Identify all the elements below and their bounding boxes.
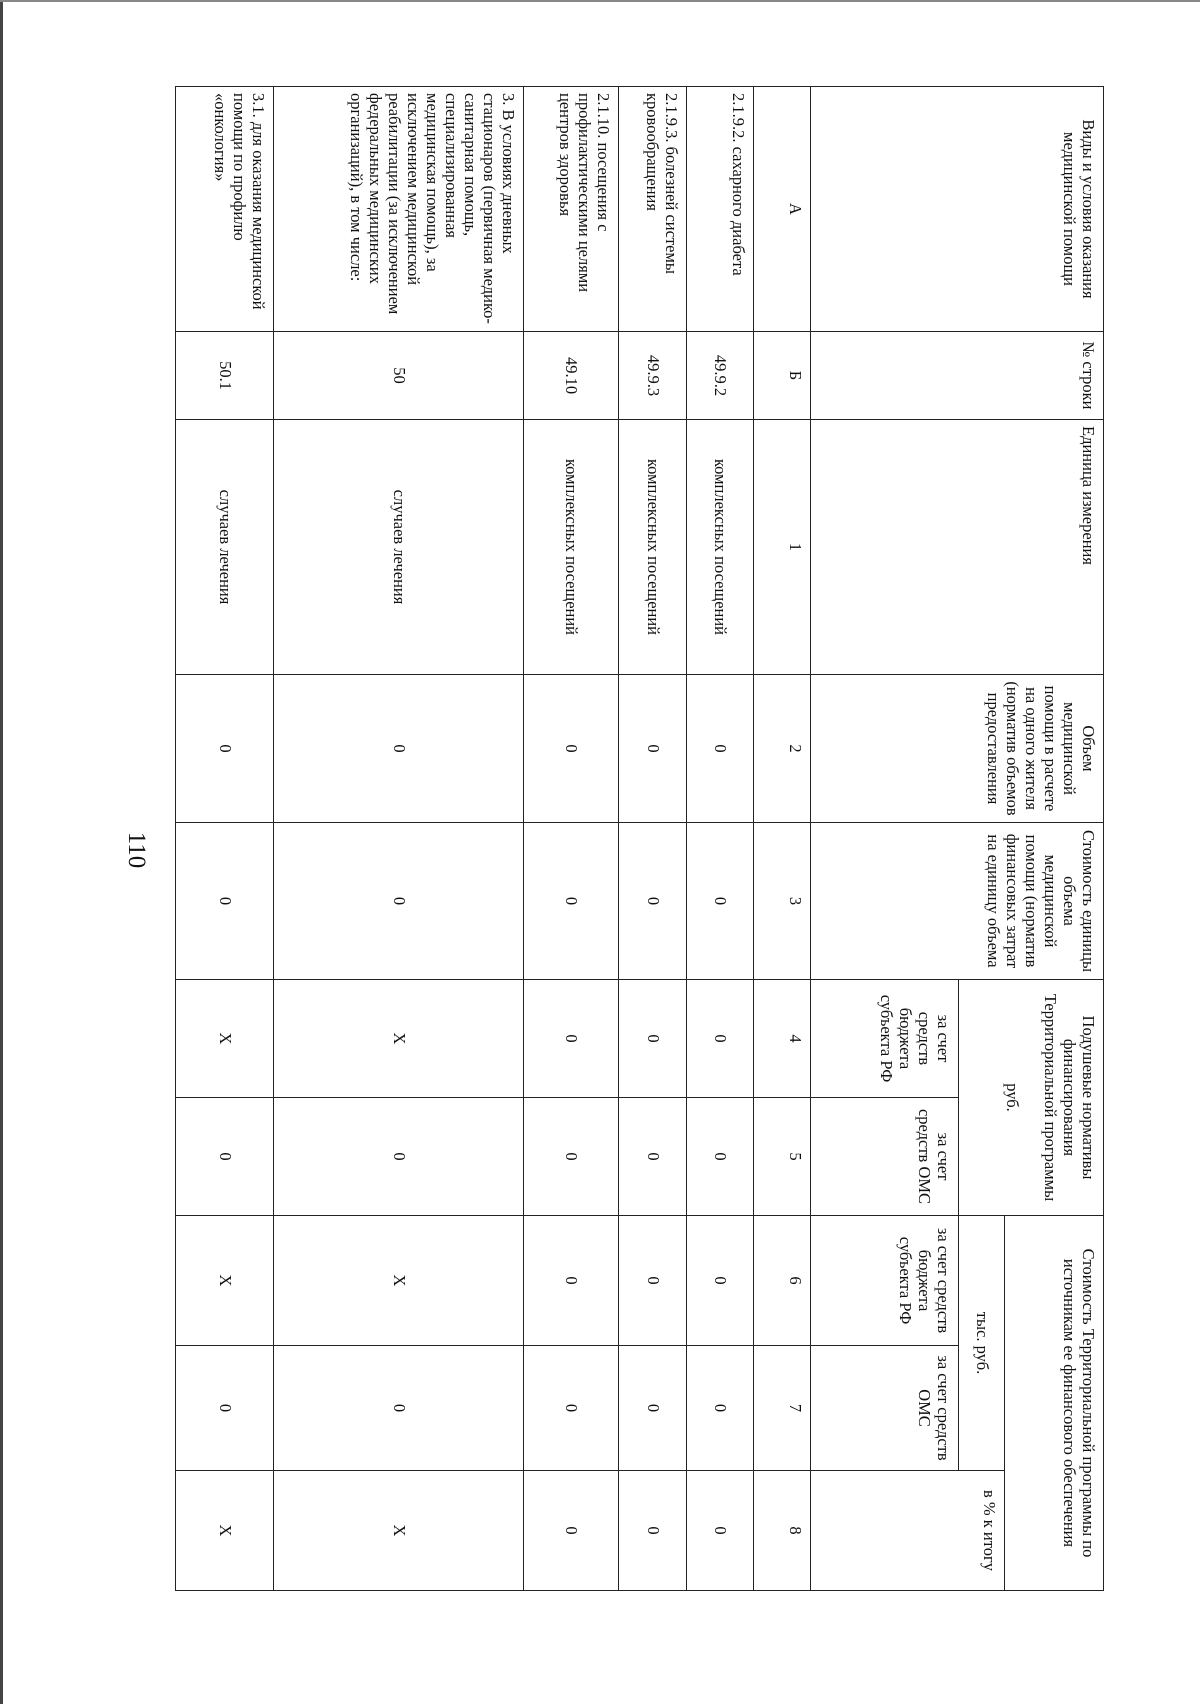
table-row xyxy=(176,87,274,1591)
row-value: 0 xyxy=(523,1216,618,1346)
scan-edge xyxy=(0,0,3,1704)
row-line: 50.1 xyxy=(176,332,274,420)
header-col-4: за счет средств бюджета субъекта РФ xyxy=(810,980,958,1098)
row-name: 2.1.9.2. сахарного диабета xyxy=(686,87,753,332)
row-name: 2.1.10. посещения с профилактическими целями центров здоровья xyxy=(523,87,618,332)
row-name: 2.1.9.3. болезней системы кровообращения xyxy=(619,87,686,332)
row-value: Х xyxy=(273,1471,523,1591)
row-value: 0 xyxy=(273,823,523,980)
table-row xyxy=(273,87,523,1591)
row-unit: комплексных посещений xyxy=(686,420,753,675)
header-col-b: № строки xyxy=(810,332,1103,420)
header-row-1 xyxy=(1005,87,1104,1591)
header-col-7: за счет средств ОМС xyxy=(810,1346,958,1471)
row-value: 0 xyxy=(273,1098,523,1216)
row-value: Х xyxy=(176,980,274,1098)
header-unit-thousand-rub: тыс. руб. xyxy=(958,1216,1005,1471)
table-row xyxy=(619,87,686,1591)
financing-table xyxy=(175,86,1104,1591)
table-row xyxy=(686,87,753,1591)
row-value: Х xyxy=(273,980,523,1098)
row-value: 0 xyxy=(523,675,618,823)
row-unit: комплексных посещений xyxy=(523,420,618,675)
index-cell: Б xyxy=(753,332,810,420)
row-unit: случаев лечения xyxy=(176,420,274,675)
row-name: 3. В условиях дневных стационаров (первичная медико-санитарная помощь, специализированная медицинская помощь), за исключением медицинской реабилитации (за исключением федеральных медицинских организаций), в том числе: xyxy=(273,87,523,332)
row-value: 0 xyxy=(176,675,274,823)
index-cell: 5 xyxy=(753,1098,810,1216)
header-unit-rub: руб. xyxy=(1003,1083,1023,1112)
row-line: 49.9.2 xyxy=(686,332,753,420)
index-cell: 7 xyxy=(753,1346,810,1471)
header-group-normatives: Подушевые нормативы финансирования Территориальной программы руб. xyxy=(958,980,1103,1216)
index-cell: 8 xyxy=(753,1471,810,1591)
row-value: Х xyxy=(176,1216,274,1346)
row-value: 0 xyxy=(523,1098,618,1216)
index-cell: А xyxy=(753,87,810,332)
row-line: 49.10 xyxy=(523,332,618,420)
row-name: 3.1. для оказания медицинской помощи по профилю «онкология» xyxy=(176,87,274,332)
row-value: 0 xyxy=(686,1216,753,1346)
index-cell: 4 xyxy=(753,980,810,1098)
header-col-6: за счет средств бюджета субъекта РФ xyxy=(810,1216,958,1346)
row-unit: случаев лечения xyxy=(273,420,523,675)
row-value: 0 xyxy=(176,1098,274,1216)
row-unit: комплексных посещений xyxy=(619,420,686,675)
row-value: 0 xyxy=(273,675,523,823)
header-col-2: Объем медицинской помощи в расчете на одного жителя (норматив объемов предоставления xyxy=(810,675,1103,823)
index-cell: 2 xyxy=(753,675,810,823)
row-value: 0 xyxy=(523,980,618,1098)
row-value: 0 xyxy=(619,1346,686,1471)
header-pct-total: в % к итогу xyxy=(810,1471,1004,1591)
index-cell: 1 xyxy=(753,420,810,675)
row-value: 0 xyxy=(686,980,753,1098)
row-value: 0 xyxy=(523,1471,618,1591)
row-value: 0 xyxy=(686,675,753,823)
row-value: 0 xyxy=(619,1471,686,1591)
row-value: 0 xyxy=(686,1346,753,1471)
row-value: 0 xyxy=(619,1098,686,1216)
row-value: Х xyxy=(273,1216,523,1346)
header-col-a: Виды и условия оказания медицинской помощи xyxy=(810,87,1103,332)
row-value: 0 xyxy=(686,823,753,980)
row-value: 0 xyxy=(176,1346,274,1471)
row-value: 0 xyxy=(273,1346,523,1471)
row-value: 0 xyxy=(619,1216,686,1346)
header-col-5: за счет средств ОМС xyxy=(810,1098,958,1216)
row-value: 0 xyxy=(619,823,686,980)
row-value: 0 xyxy=(686,1098,753,1216)
index-cell: 3 xyxy=(753,823,810,980)
row-value: 0 xyxy=(619,675,686,823)
row-value: Х xyxy=(176,1471,274,1591)
header-group-cost: Стоимость Территориальной программы по источникам ее финансового обеспечения xyxy=(1005,1216,1104,1591)
scan-edge-top xyxy=(0,0,1200,2)
header-col-1: Единица измерения xyxy=(810,420,1103,675)
index-cell: 6 xyxy=(753,1216,810,1346)
row-line: 50 xyxy=(273,332,523,420)
row-line: 49.9.3 xyxy=(619,332,686,420)
row-value: 0 xyxy=(523,823,618,980)
rotated-table-container xyxy=(175,86,1104,1590)
page-number: 110 xyxy=(123,831,150,869)
index-row xyxy=(753,87,810,1591)
row-value: 0 xyxy=(176,823,274,980)
header-col-3: Стоимость единицы объема медицинской помощи (норматив финансовых затрат на единицу объема xyxy=(810,823,1103,980)
row-value: 0 xyxy=(523,1346,618,1471)
row-value: 0 xyxy=(619,980,686,1098)
table-row xyxy=(523,87,618,1591)
row-value: 0 xyxy=(686,1471,753,1591)
